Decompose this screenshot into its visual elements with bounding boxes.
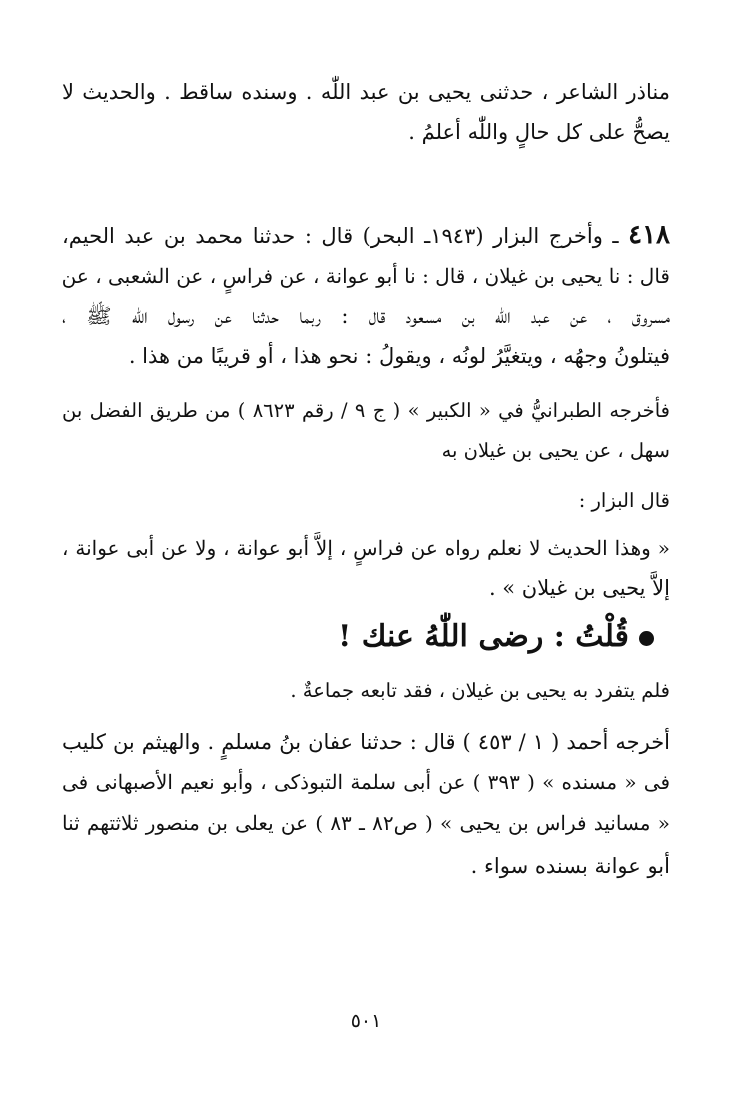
comment-heading bbox=[338, 617, 654, 657]
hadith-line-4: فيتلونُ وجهُه ، ويتغيَّرُ لونُه ، ويقولُ : نحو هذا ، أو قريبًا من هذا . bbox=[128, 344, 670, 368]
bazzar-quote-line-1: « وهذا الحديث لا نعلم رواه عن فراسٍ ، إلاَّ أبو عوانة ، ولا عن أبى عوانة ، bbox=[62, 536, 670, 560]
comment-heading-text: قُلْتُ : رضى اللّٰهُ عنك ! bbox=[338, 619, 629, 654]
takhrij-line-1: فأخرجه الطبرانيُّ في « الكبير » ( ج ٩ / رقم ٨٦٢٣ ) من طريق الفضل بن bbox=[62, 399, 670, 422]
bazzar-label: قال البزار : bbox=[578, 489, 670, 512]
intro-line-2: يصحُّ على كل حالٍ واللّٰه أعلمُ . bbox=[408, 120, 670, 144]
hadith-number: ٤١٨ bbox=[628, 220, 671, 250]
comment-line-1: فلم يتفرد به يحيى بن غيلان ، فقد تابعه جماعةٌ . bbox=[290, 679, 670, 702]
ahmad-line-4: أبو عوانة بسنده سواء . bbox=[470, 854, 670, 878]
bazzar-quote-line-2: إلاَّ يحيى بن غيلان » . bbox=[488, 576, 670, 600]
intro-line-1: مناذر الشاعر ، حدثنى يحيى بن عبد اللّٰه . وسنده ساقط . والحديث لا bbox=[62, 80, 670, 104]
page-number: ٥٠١ bbox=[350, 1010, 382, 1032]
hadith-line-2: قال : نا يحيى بن غيلان ، قال : نا أبو عوانة ، عن فراسٍ ، عن الشعبى ، عن bbox=[61, 264, 670, 288]
hadith-line-1-text: ـ وأخرج البزار (١٩٤٣ـ البحر) قال : حدثنا محمد بن عبد الحيم، bbox=[62, 224, 619, 248]
hadith-line-1 bbox=[62, 220, 670, 251]
ahmad-line-3: « مسانيد فراس بن يحيى » ( ص٨٢ ـ ٨٣ ) عن يعلى بن منصور ثلاثتهم ثنا bbox=[62, 811, 670, 835]
bullet-icon bbox=[639, 631, 654, 646]
ahmad-line-1: أخرجه أحمد ( ١ / ٤٥٣ ) قال : حدثنا عفان بنُ مسلمٍ . والهيثم بن كليب bbox=[62, 730, 671, 754]
takhrij-line-2: سهل ، عن يحيى بن غيلان به bbox=[441, 439, 670, 462]
ahmad-line-2: فى « مسنده » ( ٣٩٣ ) عن أبى سلمة التبوذكى ، وأبو نعيم الأصبهانى فى bbox=[62, 770, 671, 794]
hadith-line-3: مسروق ، عن عبد اللّٰه بن مسعود قال : ربما حدثنا عن رسول اللّٰه ﷺ ، bbox=[62, 304, 670, 328]
